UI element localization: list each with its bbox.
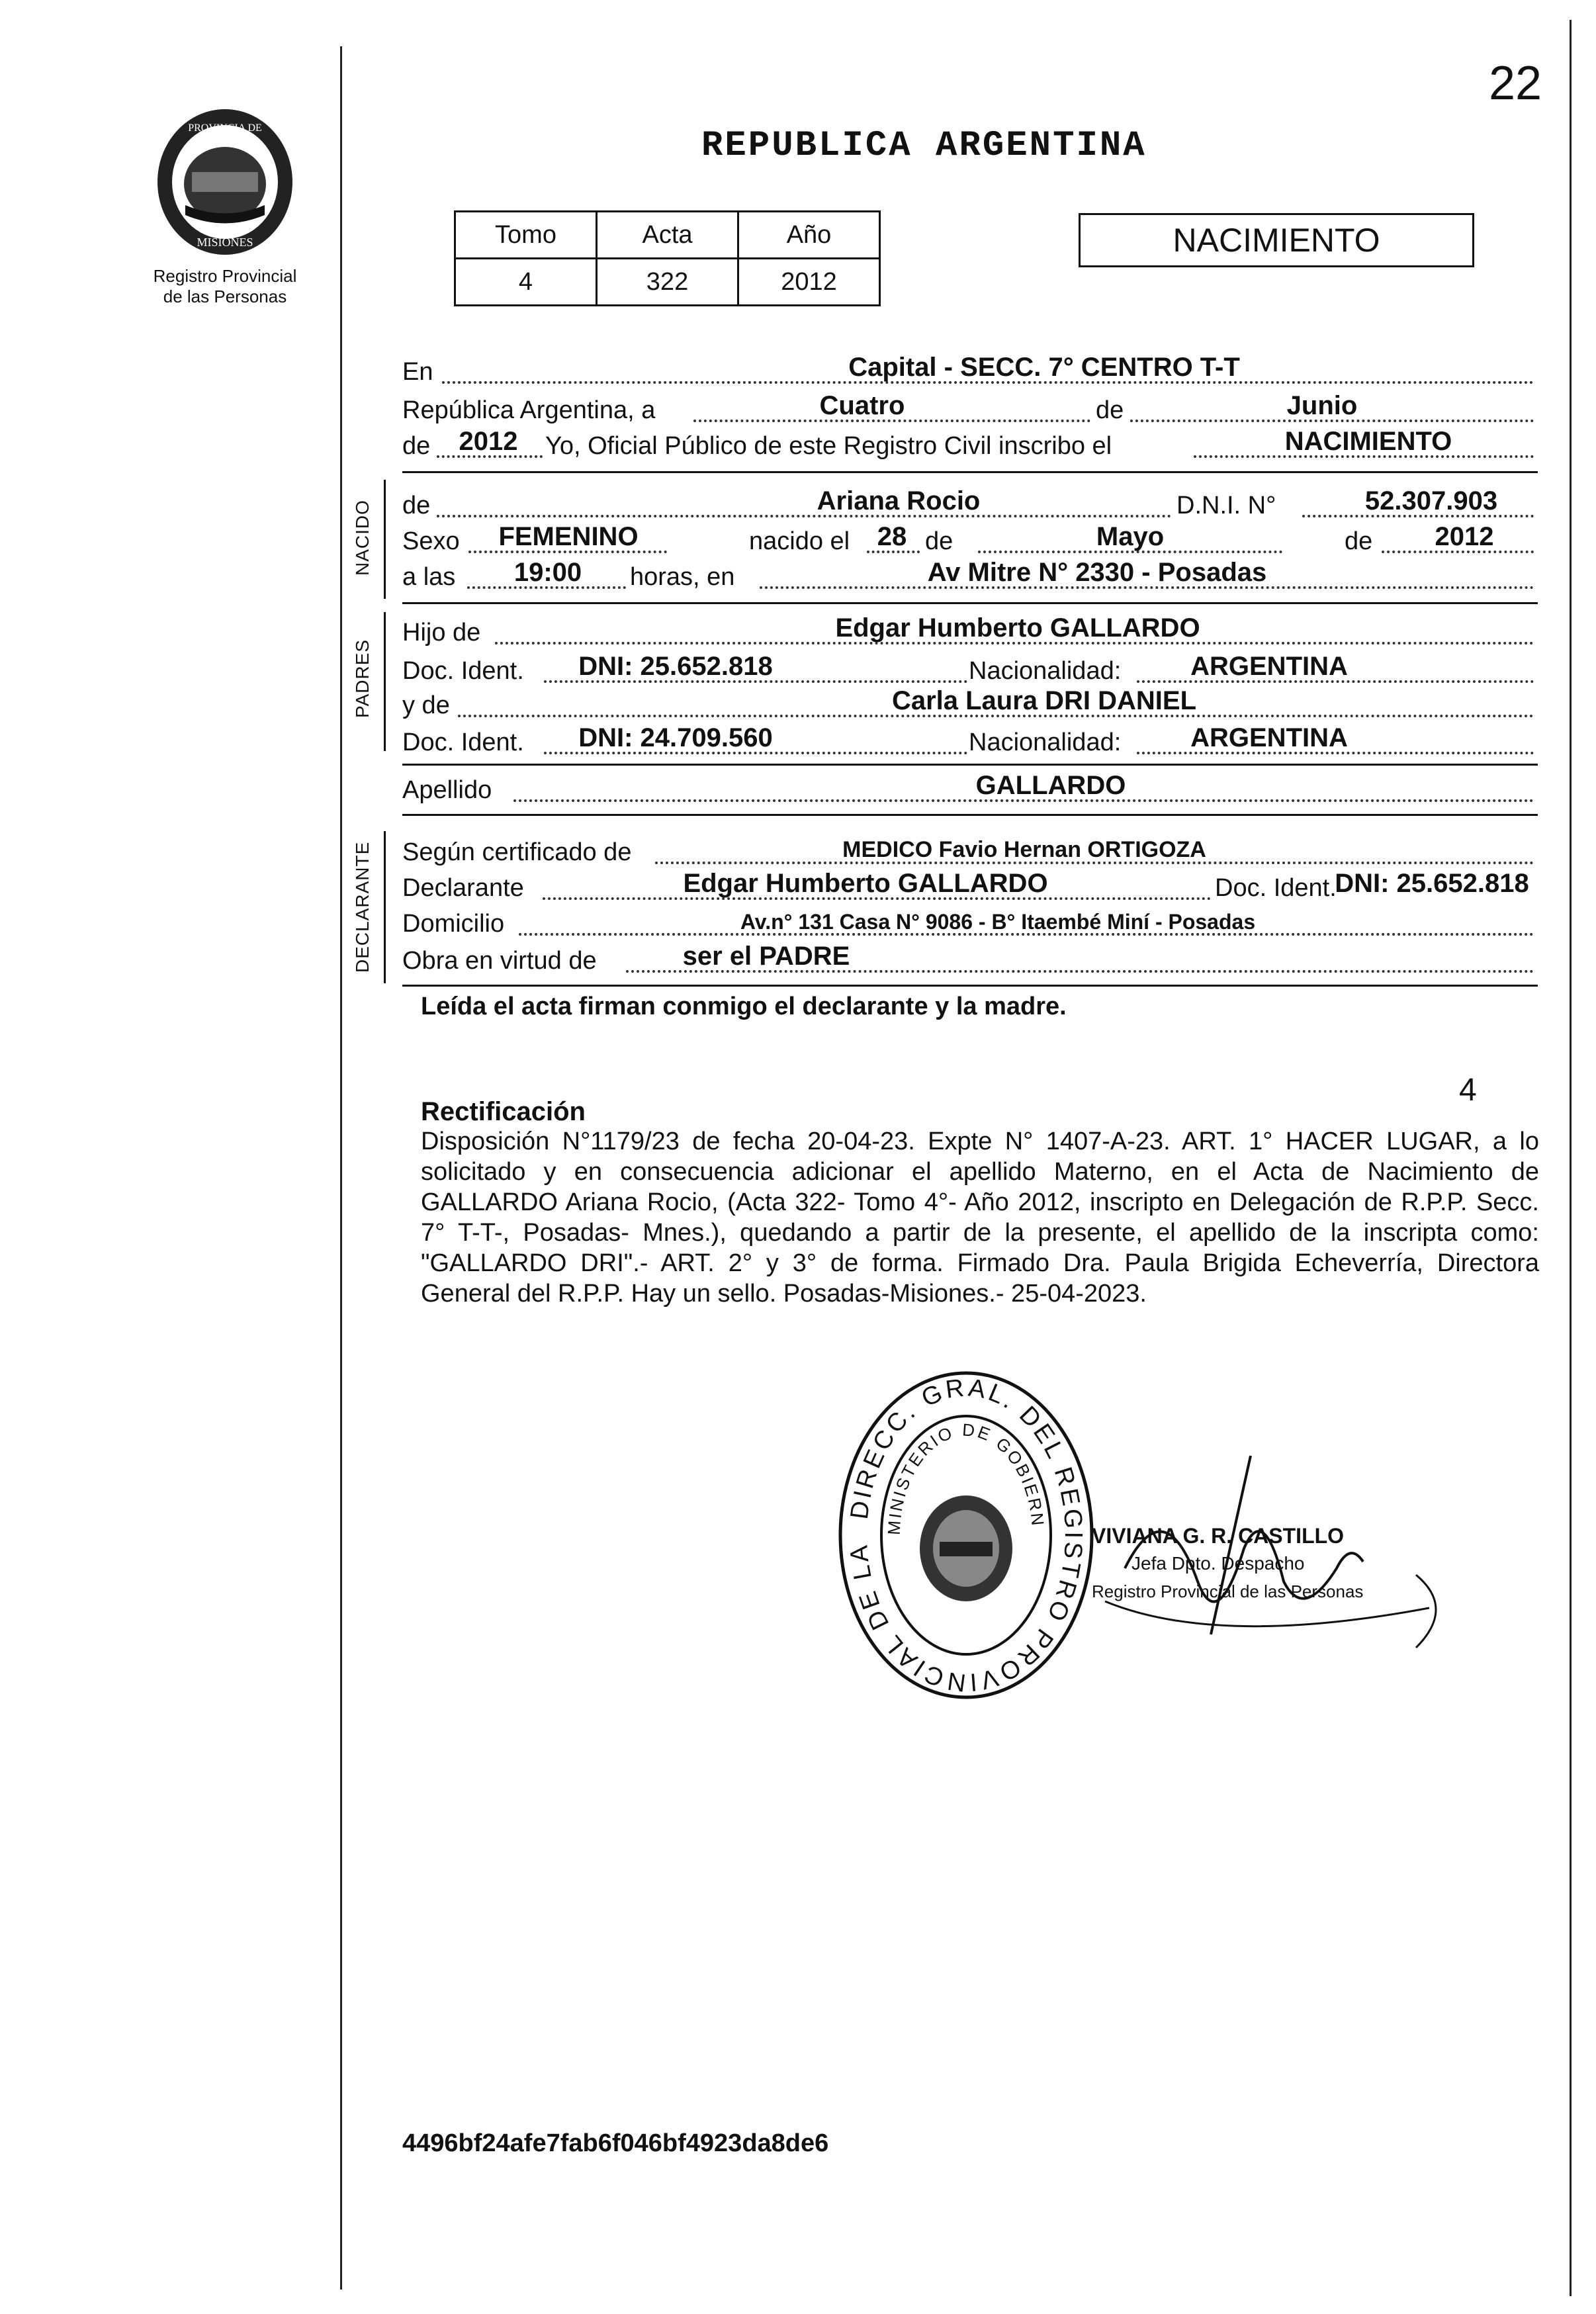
- right-margin-line: [1570, 20, 1572, 2296]
- svg-text:MISIONES: MISIONES: [197, 236, 253, 249]
- fecha-year: 2012: [459, 427, 518, 456]
- line-fecha: República Argentina, a Cuatro de Junio: [402, 389, 1538, 429]
- ref-value-acta: 322: [597, 259, 738, 306]
- record-type-box: NACIMIENTO: [1079, 213, 1474, 267]
- lugar-value: Capital - SECC. 7° CENTRO T-T: [848, 353, 1240, 382]
- document-title: REPUBLICA ARGENTINA: [701, 126, 1147, 166]
- line-padre: Hijo de Edgar Humberto GALLARDO: [402, 611, 1538, 651]
- madre-nacionalidad: ARGENTINA: [1190, 723, 1348, 752]
- nacido-mes: Mayo: [1096, 522, 1165, 551]
- line-madre-doc: Doc. Ident. DNI: 24.709.560 Nacionalidad: ARGENTINA: [402, 721, 1538, 761]
- nacido-lugar: Av Mitre N° 2330 - Posadas: [927, 558, 1267, 587]
- padre-nombre: Edgar Humberto GALLARDO: [835, 613, 1200, 643]
- fecha-day: Cuatro: [819, 391, 905, 420]
- nacido-anio: 2012: [1435, 522, 1494, 551]
- document-hash: 4496bf24afe7fab6f046bf4923da8de6: [402, 2129, 829, 2157]
- signature-stamp: VIVIANA G. R. CASTILLO Jefa Dpto. Despacho Registro Provincial de las Personas: [1092, 1524, 1364, 1601]
- line-nacido-nombre: de Ariana Rocio D.N.I. N° 52.307.903: [402, 484, 1538, 524]
- rectificacion-title: Rectificación: [421, 1097, 586, 1126]
- ref-value-anio: 2012: [738, 259, 880, 306]
- padre-nacionalidad: ARGENTINA: [1190, 652, 1348, 681]
- line-madre: y de Carla Laura DRI DANIEL: [402, 684, 1538, 724]
- apellido-value: GALLARDO: [975, 771, 1126, 800]
- ref-value-tomo: 4: [455, 259, 597, 306]
- ref-header-acta: Acta: [597, 212, 738, 259]
- line-declarante: Declarante Edgar Humberto GALLARDO Doc. Ident. DNI: 25.652.818: [402, 867, 1538, 907]
- fecha-act: NACIMIENTO: [1284, 427, 1452, 456]
- official-seal: [827, 1363, 1105, 1707]
- nacido-name: Ariana Rocio: [817, 486, 981, 515]
- nacido-sexo: FEMENINO: [498, 522, 639, 551]
- svg-text:DIRECC. GRAL. DEL REGISTRO PRO: DIRECC. GRAL. DEL REGISTRO PROVINCIAL DE LA: [844, 1374, 1088, 1697]
- padre-doc: DNI: 25.652.818: [578, 652, 773, 681]
- firman-statement: Leída el acta firman conmigo el declarante y la madre.: [421, 993, 1067, 1020]
- fecha-month: Junio: [1286, 391, 1358, 420]
- madre-doc: DNI: 24.709.560: [578, 723, 773, 752]
- line-nacido-hora: a las 19:00 horas, en Av Mitre N° 2330 - Posadas: [402, 556, 1538, 596]
- section-nacido: NACIDO: [352, 500, 373, 576]
- ref-header-anio: Año: [738, 212, 880, 259]
- margin-number: 4: [1459, 1073, 1477, 1108]
- line-en: En Capital - SECC. 7° CENTRO T-T: [402, 351, 1538, 390]
- obra-value: ser el PADRE: [682, 942, 850, 971]
- line-certificado: Según certificado de MEDICO Favio Hernan ORTIGOZA: [402, 831, 1538, 871]
- line-padre-doc: Doc. Ident. DNI: 25.652.818 Nacionalidad: ARGENTINA: [402, 650, 1538, 690]
- ref-header-tomo: Tomo: [455, 212, 597, 259]
- nacido-hora: 19:00: [513, 558, 582, 587]
- line-apellido: Apellido GALLARDO: [402, 769, 1538, 809]
- nacido-dni: 52.307.903: [1364, 486, 1498, 515]
- nacido-dia: 28: [877, 522, 907, 551]
- section-padres: PADRES: [352, 639, 373, 718]
- svg-text:PROVINCIA DE: PROVINCIA DE: [188, 122, 262, 134]
- declarante-doc: DNI: 25.652.818: [1335, 869, 1529, 898]
- province-logo: [152, 106, 298, 258]
- section-declarante: DECLARANTE: [352, 841, 373, 973]
- declarante-nombre: Edgar Humberto GALLARDO: [683, 869, 1048, 898]
- line-nacido-sexo: Sexo FEMENINO nacido el 28 de Mayo de 2012: [402, 520, 1538, 560]
- certificado-value: MEDICO Favio Hernan ORTIGOZA: [842, 837, 1206, 862]
- line-obra: Obra en virtud de ser el PADRE: [402, 940, 1538, 979]
- left-margin-line: [340, 46, 342, 2290]
- reference-table: [454, 210, 881, 306]
- page-number: 22: [1489, 57, 1542, 110]
- madre-nombre: Carla Laura DRI DANIEL: [891, 686, 1197, 715]
- domicilio-value: Av.n° 131 Casa N° 9086 - B° Itaembé Miní - Posadas: [740, 910, 1256, 934]
- organization-name: Registro Provincial de las Personas: [153, 266, 297, 306]
- line-domicilio: Domicilio Av.n° 131 Casa N° 9086 - B° Itaembé Miní - Posadas: [402, 903, 1538, 942]
- line-year: de 2012 Yo, Oficial Público de este Registro Civil inscribo el NACIMIENTO: [402, 425, 1538, 465]
- svg-text:MINISTERIO DE GOBIERNO: MINISTERIO DE GOBIERN: [883, 1419, 1048, 1536]
- rectificacion-body: Disposición N°1179/23 de fecha 20-04-23. Expte N° 1407-A-23. ART. 1° HACER LUGAR, a lo solicitado y en consecuencia adicionar el apellido Materno, en el Acta de Nacimiento de GALLARDO Ariana Rocio, (Acta 322- Tomo 4°- Año 2012, inscripto en Delegación de R.P.P. Secc. 7° T-T-, Posadas- Mnes.), quedando a partir de la presente, el apellido de la inscripta como: "GALLARDO DRI".- ART. 2° y 3° de forma. Firmado Dra. Paula Brigida Echeverría, Directora General del R.P.P. Hay un sello. Posadas-Misiones.- 25-04-2023.: [421, 1128, 1539, 1308]
